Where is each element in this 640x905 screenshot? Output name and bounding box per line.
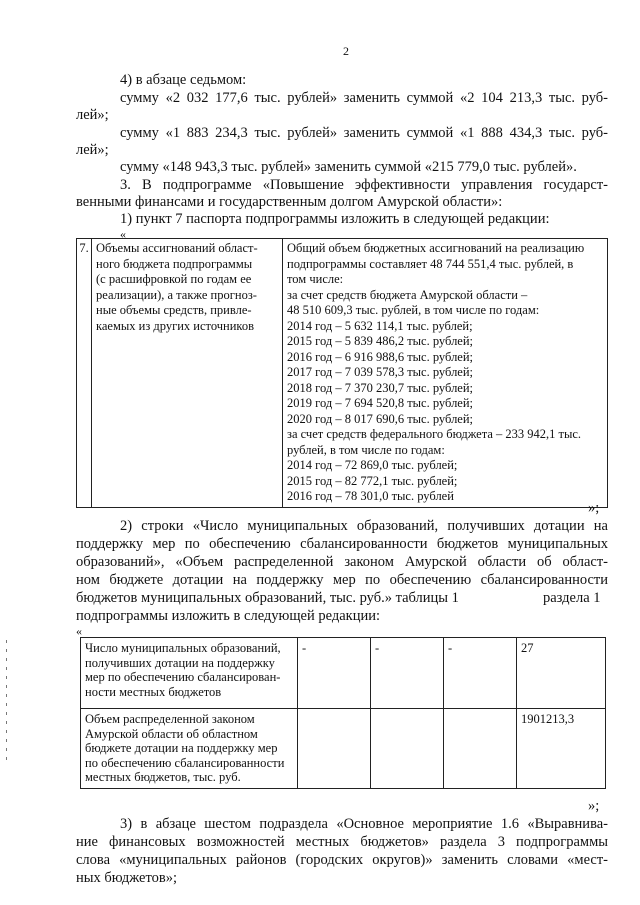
item-3-line4: ных бюджетов»;: [76, 870, 178, 886]
content-line: 2015 год – 5 839 486,2 тыс. рублей;: [287, 334, 474, 348]
label-line: Объем распределенной законом: [85, 712, 255, 726]
content-line: Общий объем бюджетных ассигнований на реализацию: [287, 241, 585, 255]
label-line: по обеспечению сбалансированности: [85, 755, 285, 770]
close-quote-1: »;: [588, 500, 600, 516]
content-line: 2018 год – 7 370 230,7 тыс. рублей;: [287, 380, 474, 395]
item-2-line6: подпрограммы изложить в следующей редакции:: [76, 608, 381, 624]
value-cell: 27: [517, 638, 606, 709]
item-3-line3: слова «муниципальных районов (городских округов)» заменить словами «мест-: [76, 852, 608, 868]
content-line: 2014 год – 72 869,0 тыс. рублей;: [287, 458, 458, 472]
item-2-line3: образований», «Объем распределенной законом Амурской области об област-: [76, 554, 608, 570]
sum-replacement-1-line1: сумму «2 032 177,6 тыс. рублей» заменить суммой «2 104 213,3 тыс. руб-: [120, 90, 608, 106]
value-cell: 1901213,3: [517, 709, 606, 789]
item-2-line4: ном бюджете дотации на поддержку мер по обеспечению сбалансированности: [76, 572, 608, 588]
paragraph-item-4: 4) в абзаце седьмом:: [120, 72, 247, 88]
item-2-line5-section: раздела 1: [543, 590, 601, 606]
section-3-heading-line1: 3. В подпрограмме «Повышение эффективности управления государст-: [120, 177, 608, 193]
indicators-table: [80, 637, 606, 789]
value-cell: [298, 709, 371, 789]
label-line: ного бюджета подпрограммы: [96, 256, 253, 271]
close-quote-2: »;: [588, 798, 600, 814]
section-3-heading-line2: венными финансами и государственным долгом Амурской области»:: [76, 194, 503, 210]
indicator-label-cell: [81, 638, 298, 709]
open-quote-2: «: [76, 624, 82, 638]
item-2-line1: 2) строки «Число муниципальных образований, получивших дотации на: [120, 518, 608, 534]
content-line: 2017 год – 7 039 578,3 тыс. рублей;: [287, 365, 474, 379]
indicator-label-cell: [81, 709, 298, 789]
label-line: ности местных бюджетов: [85, 684, 222, 699]
item-3-line2: ние финансовых возможностей местных бюджетов» раздела 3 подпрограммы: [76, 834, 608, 850]
label-line: мер по обеспечению сбалансирован-: [85, 670, 281, 684]
content-line: 2016 год – 78 301,0 тыс. рублей: [287, 489, 454, 503]
content-line: 2015 год – 82 772,1 тыс. рублей;: [287, 473, 458, 488]
value-cell: -: [371, 638, 444, 709]
item-3-line1: 3) в абзаце шестом подраздела «Основное мероприятие 1.6 «Выравнива-: [120, 816, 608, 832]
item-2-line2: поддержку мер по обеспечению сбалансированности бюджетов муниципальных: [76, 536, 608, 552]
table-row: [81, 709, 606, 789]
value-cell: -: [444, 638, 517, 709]
label-line: Число муниципальных образований,: [85, 641, 281, 655]
label-line: местных бюджетов, тыс. руб.: [85, 770, 241, 784]
table-row: [81, 638, 606, 709]
label-line: каемых из других источников: [96, 318, 255, 333]
open-quote-1: «: [120, 227, 126, 241]
content-line: том числе:: [287, 272, 344, 286]
label-cell: [92, 239, 283, 508]
value-cell: [444, 709, 517, 789]
content-line: рублей, в том числе по годам:: [287, 442, 445, 457]
content-line: 48 510 609,3 тыс. рублей, в том числе по годам:: [287, 303, 540, 317]
sum-replacement-2-line1: сумму «1 883 234,3 тыс. рублей» заменить суммой «1 888 434,3 тыс. руб-: [120, 125, 608, 141]
content-line: подпрограммы составляет 48 744 551,4 тыс. рублей, в: [287, 256, 574, 271]
value-cell: [371, 709, 444, 789]
label-line: бюджете дотации на поддержку мер: [85, 741, 278, 755]
label-line: реализации), а также прогноз-: [96, 287, 257, 302]
value-cell: -: [298, 638, 371, 709]
content-line: 2016 год – 6 916 988,6 тыс. рублей;: [287, 349, 474, 364]
sum-replacement-2-line2: лей»;: [76, 142, 109, 158]
scan-margin-mark: [6, 640, 7, 760]
content-line: за счет средств бюджета Амурской области –: [287, 287, 528, 302]
label-line: Объемы ассигнований област-: [96, 241, 258, 255]
content-line: 2014 год – 5 632 114,1 тыс. рублей;: [287, 318, 473, 333]
label-line: ные объемы средств, привле-: [96, 303, 252, 317]
sum-replacement-3: сумму «148 943,3 тыс. рублей» заменить суммой «215 779,0 тыс. рублей».: [120, 159, 577, 175]
label-line: Амурской области об областном: [85, 726, 258, 741]
table-row: [77, 239, 608, 508]
item-1-passport-point-7: 1) пункт 7 паспорта подпрограммы изложить в следующей редакции:: [120, 211, 550, 227]
content-line: 2019 год – 7 694 520,8 тыс. рублей;: [287, 396, 474, 410]
page-number: 2: [343, 44, 349, 58]
sum-replacement-1-line2: лей»;: [76, 107, 109, 123]
passport-table: [76, 238, 608, 508]
label-line: получивших дотации на поддержку: [85, 655, 275, 670]
funding-content-cell: [283, 239, 608, 508]
item-2-line5: бюджетов муниципальных образований, тыс. руб.» таблицы 1: [76, 590, 459, 606]
row-number-cell: 7.: [77, 239, 92, 508]
content-line: за счет средств федерального бюджета – 233 942,1 тыс.: [287, 427, 582, 441]
content-line: 2020 год – 8 017 690,6 тыс. рублей;: [287, 411, 474, 426]
label-line: (с расшифровкой по годам ее: [96, 272, 252, 286]
